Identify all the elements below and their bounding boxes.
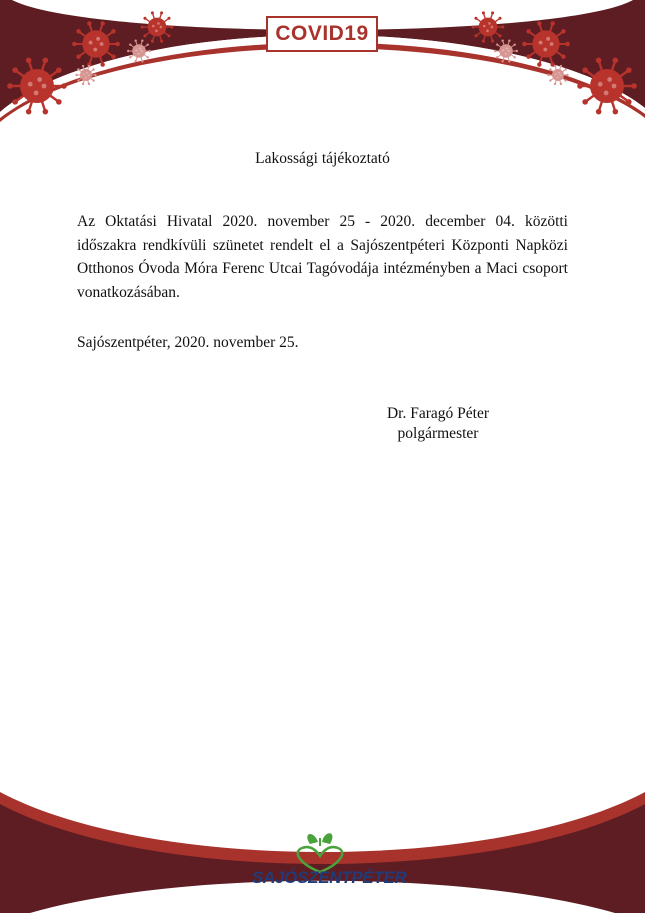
- signature-name: Dr. Faragó Péter: [386, 405, 489, 422]
- leaf-icon: [307, 833, 332, 846]
- virus-icon: [547, 65, 568, 85]
- virus-icon: [494, 40, 518, 63]
- covid19-badge-label: COVID19: [275, 22, 369, 45]
- virus-icon: [72, 21, 120, 67]
- covid19-badge: [266, 16, 378, 52]
- town-logo-text: SAJÓSZENTPÉTER: [252, 868, 407, 887]
- town-logo: [252, 828, 407, 898]
- document-date-line: Sajószentpéter, 2020. november 25.: [77, 334, 299, 351]
- virus-icon: [577, 58, 637, 115]
- signature-role: polgármester: [397, 425, 479, 442]
- document-title: Lakossági tájékoztató: [255, 150, 390, 167]
- virus-icon: [7, 58, 67, 115]
- virus-icon: [472, 11, 505, 42]
- signature-block: [362, 404, 514, 444]
- virus-icon: [127, 40, 151, 63]
- document-body: Az Oktatási Hivatal 2020. november 25 - 2020. december 04. közötti időszakra rendkívüli szünetet rendelt el a Sajószentpéteri Központi Napközi Otthonos Óvoda Móra Ferenc Utcai Tagóvodája intézményben a Maci csoport vonatkozásában.: [77, 213, 568, 301]
- virus-icon: [522, 21, 570, 67]
- virus-icon: [141, 11, 174, 42]
- virus-icon: [75, 65, 96, 85]
